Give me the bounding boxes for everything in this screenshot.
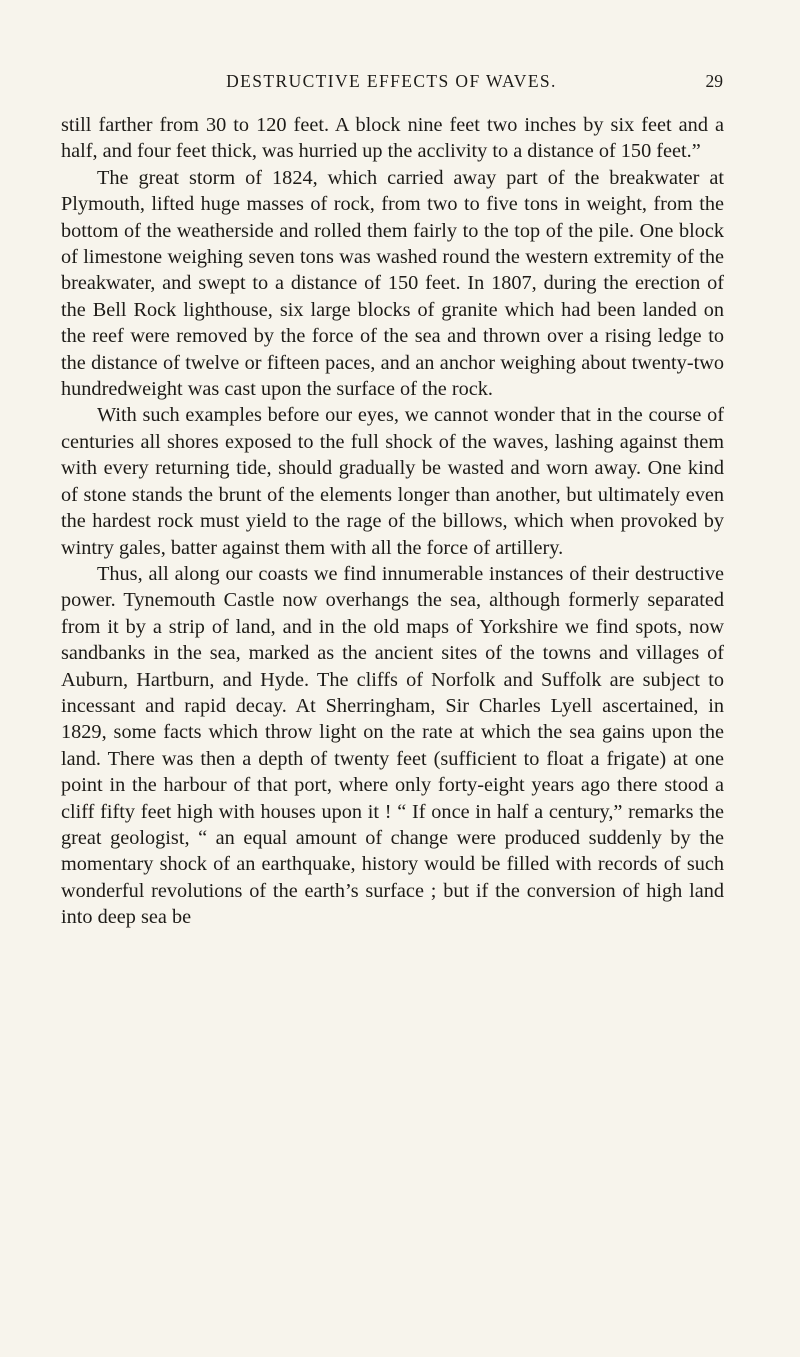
body-text [61,112,724,931]
paragraph: The great storm of 1824, which carried away part of the breakwater at Plymouth, lifted huge masses of rock, from two to five tons in weight, from the bottom of the weatherside and rolled them fairly to the top of the pile. One block of limestone weighing seven tons was washed round the western extremity of the breakwater, and swept to a distance of 150 feet. In 1807, during the erection of the Bell Rock lighthouse, six large blocks of granite which had been landed on the reef were removed by the force of the sea and thrown over a rising ledge to the distance of twelve or fifteen paces, and an anchor weighing about twenty-two hundredweight was cast upon the surface of the rock. [61,166,724,401]
running-head: DESTRUCTIVE EFFECTS OF WAVES. [226,71,557,91]
paragraph: Thus, all along our coasts we find innumerable instances of their destructive power. Tynemouth Castle now overhangs the sea, although formerly separated from it by a strip of land, and in the old maps of Yorkshire we find spots, now sandbanks in the sea, marked as the ancient sites of the towns and villages of Auburn, Hartburn, and Hyde. The cliffs of Norfolk and Suffolk are subject to incessant and rapid decay. At Sherringham, Sir Charles Lyell ascertained, in 1829, some facts which throw light on the rate at which the sea gains upon the land. There was then a depth of twenty feet (sufficient to float a frigate) at one point in the harbour of that port, where only forty-eight years ago there stood a cliff fifty feet high with houses upon it ! “ If once in half a century,” remarks the great geologist, “ an equal amount of change were produced suddenly by the momentary shock of an earthquake, history would be filled with records of such wonderful revolutions of the earth’s surface ; but if the conversion of high land into deep sea be [61,562,724,929]
paragraph: With such examples before our eyes, we cannot wonder that in the course of centuries all shores exposed to the full shock of the waves, lashing against them with every returning tide, should gradually be wasted and worn away. One kind of stone stands the brunt of the elements longer than another, but ultimately even the hardest rock must yield to the rage of the billows, which when provoked by wintry gales, batter against them with all the force of artillery. [61,404,724,559]
page-number: 29 [705,71,723,91]
paragraph: still farther from 30 to 120 feet. A block nine feet two inches by six feet and a half, and four feet thick, was hurried up the acclivity to a distance of 150 feet.” [61,114,724,163]
page-header [60,70,723,100]
